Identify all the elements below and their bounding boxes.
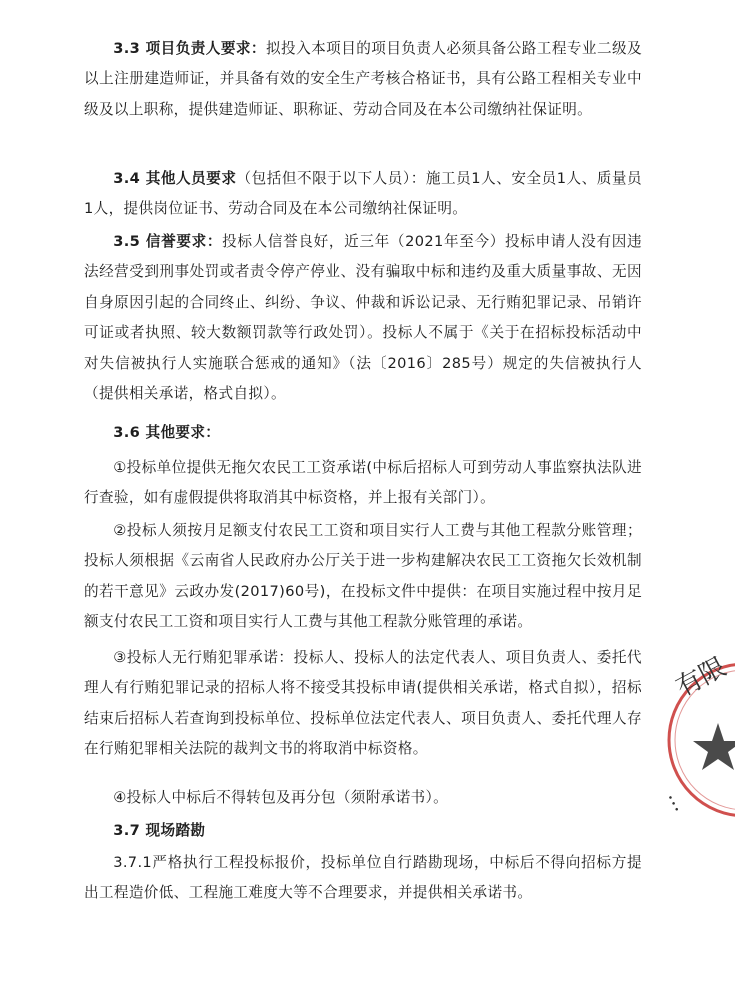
paragraph-text: 投标人信誉良好，近三年（2021年至今）投标申请人没有因违法经营受到刑事处罚或者责令停产停业、没有骗取中标和违约及重大质量事故、无因自身原因引起的合同终止、纠纷、争议、仲裁和诉讼记录、无行贿犯罪记录、吊销许可证或者执照、较大数额罚款等行政处罚）。投标人不属于《关于在招标投标活动中对失信被执行人实施联合惩戒的通知》（法〔2016〕285号）规定的失信被执行人（提供相关承诺，格式自拟）。	[84, 233, 642, 403]
paragraph-3-3	[84, 34, 642, 125]
heading-3-5: 3.5 信誉要求：	[113, 233, 223, 250]
paragraph-text: 拟投入本项目的项目负责人必须具备公路工程专业二级及以上注册建造师证，并具备有效的安全生产考核合格证书，具有公路工程相关专业中级及以上职称，提供建造师证、职称证、劳动合同及在本公司缴纳社保证明。	[84, 40, 642, 118]
svg-text:有限: 有限	[671, 652, 732, 704]
requirement-item-1: ①投标单位提供无拖欠农民工工资承诺(中标后招标人可到劳动人事监察执法队进行查验，如有虚假提供将取消其中标资格，并上报有关部门）。	[84, 459, 642, 507]
heading-3-6: 3.6 其他要求：	[113, 424, 221, 441]
paragraph-3-5	[84, 227, 642, 409]
requirement-item-2: ②投标人须按月足额支付农民工工资和项目实行人工费与其他工程款分账管理；投标人须根据《云南省人民政府办公厅关于进一步构建解决农民工工资拖欠长效机制的若干意见》云政办发(2017)60号)，在投标文件中提供：在项目实施过程中按月足额支付农民工工资和项目实行人工费与其他工程款分账管理的承诺。	[84, 522, 642, 631]
paragraph-3-7-1: 3.7.1严格执行工程投标报价，投标单位自行踏勘现场，中标后不得向招标方提出工程造价低、工程施工难度大等不合理要求，并提供相关承诺书。	[84, 854, 642, 902]
seal-star-icon	[693, 723, 735, 770]
heading-3-7: 3.7 现场踏勘	[113, 822, 206, 839]
company-seal-stamp	[660, 652, 735, 825]
heading-3-3: 3.3 项目负责人要求：	[113, 40, 266, 57]
requirement-item-3: ③投标人无行贿犯罪承诺：投标人、投标人的法定代表人、项目负责人、委托代理人有行贿犯罪记录的招标人将不接受其投标申请(提供相关承诺，格式自拟），招标结束后招标人若查询到投标单位、投标单位法定代表人、项目负责人、委托代理人存在行贿犯罪相关法院的裁判文书的将取消中标资格。	[84, 649, 642, 758]
svg-text:…: …	[663, 786, 695, 816]
paragraph-3-4	[84, 164, 642, 225]
heading-3-4: 3.4 其他人员要求	[113, 170, 237, 187]
requirement-item-4: ④投标人中标后不得转包及再分包（须附承诺书）。	[113, 789, 449, 806]
paragraph-text: （包括但不限于以下人员）：施工员1人、安全员1人、质量员1人，提供岗位证书、劳动合同及在本公司缴纳社保证明。	[84, 170, 642, 218]
